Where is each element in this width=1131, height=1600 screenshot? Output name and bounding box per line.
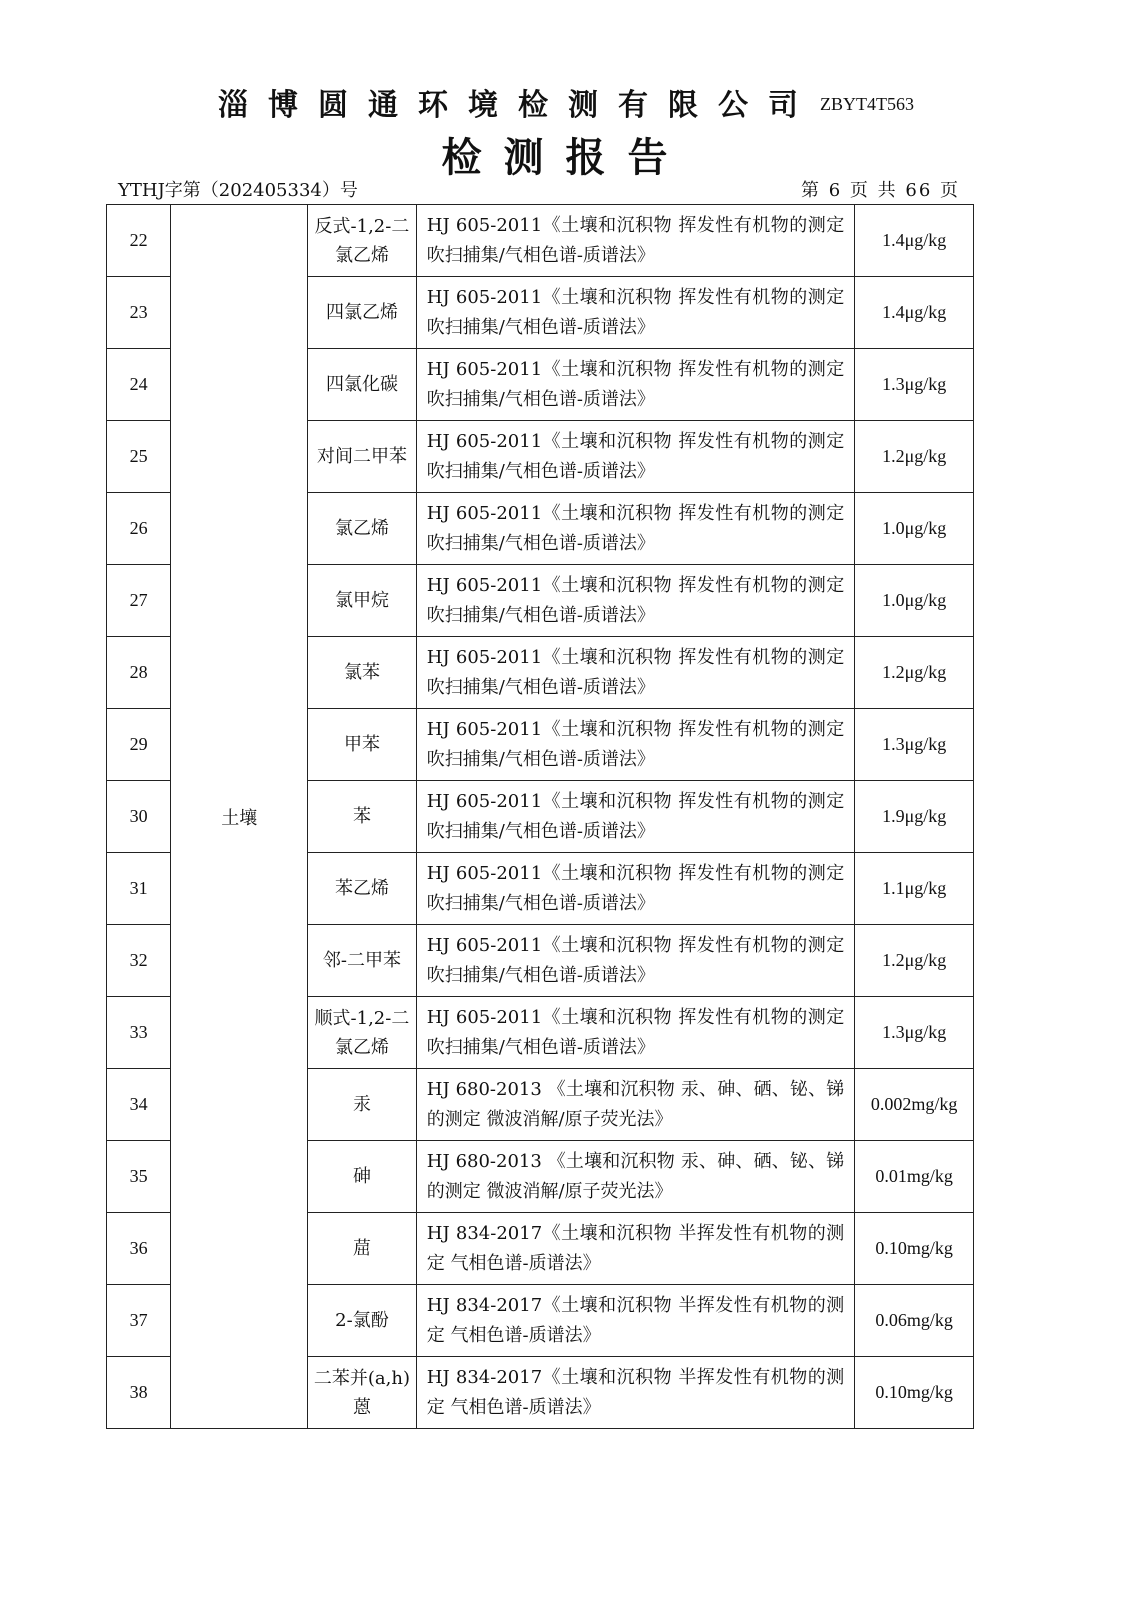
report-title: 检测报告: [441, 134, 690, 181]
row-index: 22: [107, 205, 171, 277]
detection-limit: 1.2μg/kg: [855, 637, 974, 709]
test-item: 氯甲烷: [308, 565, 417, 637]
detection-limit: 0.06mg/kg: [855, 1285, 974, 1357]
test-item: 四氯化碳: [308, 349, 417, 421]
test-item: 邻-二甲苯: [308, 925, 417, 997]
row-index: 33: [107, 997, 171, 1069]
test-method: HJ 605-2011《土壤和沉积物 挥发性有机物的测定 吹扫捕集/气相色谱-质谱法》: [416, 925, 855, 997]
sample-category: 土壤: [171, 205, 308, 1429]
detection-limit: 1.9μg/kg: [855, 781, 974, 853]
test-item: 䓛: [308, 1213, 417, 1285]
test-item: 苯乙烯: [308, 853, 417, 925]
test-method: HJ 605-2011《土壤和沉积物 挥发性有机物的测定 吹扫捕集/气相色谱-质谱法》: [416, 421, 855, 493]
test-method: HJ 605-2011《土壤和沉积物 挥发性有机物的测定 吹扫捕集/气相色谱-质谱法》: [416, 565, 855, 637]
row-index: 31: [107, 853, 171, 925]
detection-limit: 1.0μg/kg: [855, 565, 974, 637]
test-method: HJ 605-2011《土壤和沉积物 挥发性有机物的测定 吹扫捕集/气相色谱-质谱法》: [416, 781, 855, 853]
test-method: HJ 680-2013 《土壤和沉积物 汞、砷、硒、铋、锑的测定 微波消解/原子荧光法》: [416, 1141, 855, 1213]
test-method: HJ 680-2013 《土壤和沉积物 汞、砷、硒、铋、锑的测定 微波消解/原子荧光法》: [416, 1069, 855, 1141]
report-number: YTHJ字第（202405334）号: [118, 180, 358, 201]
row-index: 28: [107, 637, 171, 709]
test-method: HJ 605-2011《土壤和沉积物 挥发性有机物的测定 吹扫捕集/气相色谱-质谱法》: [416, 493, 855, 565]
detection-limit: 0.10mg/kg: [855, 1213, 974, 1285]
row-index: 26: [107, 493, 171, 565]
detection-limit: 1.1μg/kg: [855, 853, 974, 925]
company-name: 淄博圆通环境检测有限公司: [218, 88, 818, 123]
report-code: ZBYT4T563: [820, 94, 914, 114]
test-item: 2-氯酚: [308, 1285, 417, 1357]
test-method: HJ 834-2017《土壤和沉积物 半挥发性有机物的测定 气相色谱-质谱法》: [416, 1213, 855, 1285]
test-method: HJ 605-2011《土壤和沉积物 挥发性有机物的测定 吹扫捕集/气相色谱-质谱法》: [416, 997, 855, 1069]
detection-limit: 0.10mg/kg: [855, 1357, 974, 1429]
table-row: [107, 205, 974, 277]
row-index: 29: [107, 709, 171, 781]
detection-limit: 0.002mg/kg: [855, 1069, 974, 1141]
row-index: 34: [107, 1069, 171, 1141]
page-info: 第 6 页 共 66 页: [801, 180, 960, 201]
detection-limit: 1.3μg/kg: [855, 349, 974, 421]
test-item: 氯苯: [308, 637, 417, 709]
test-method: HJ 834-2017《土壤和沉积物 半挥发性有机物的测定 气相色谱-质谱法》: [416, 1285, 855, 1357]
test-item: 二苯并(a,h)蒽: [308, 1357, 417, 1429]
row-index: 25: [107, 421, 171, 493]
test-method: HJ 834-2017《土壤和沉积物 半挥发性有机物的测定 气相色谱-质谱法》: [416, 1357, 855, 1429]
detection-limit: 1.2μg/kg: [855, 925, 974, 997]
detection-limit: 1.3μg/kg: [855, 709, 974, 781]
detection-limit: 1.2μg/kg: [855, 421, 974, 493]
row-index: 36: [107, 1213, 171, 1285]
test-method: HJ 605-2011《土壤和沉积物 挥发性有机物的测定 吹扫捕集/气相色谱-质谱法》: [416, 853, 855, 925]
test-item: 苯: [308, 781, 417, 853]
row-index: 27: [107, 565, 171, 637]
test-method: HJ 605-2011《土壤和沉积物 挥发性有机物的测定 吹扫捕集/气相色谱-质谱法》: [416, 205, 855, 277]
detection-limit: 1.3μg/kg: [855, 997, 974, 1069]
row-index: 30: [107, 781, 171, 853]
test-method: HJ 605-2011《土壤和沉积物 挥发性有机物的测定 吹扫捕集/气相色谱-质谱法》: [416, 637, 855, 709]
row-index: 23: [107, 277, 171, 349]
test-method: HJ 605-2011《土壤和沉积物 挥发性有机物的测定 吹扫捕集/气相色谱-质谱法》: [416, 349, 855, 421]
row-index: 38: [107, 1357, 171, 1429]
results-table-body: [107, 205, 974, 1429]
detection-limit: 1.0μg/kg: [855, 493, 974, 565]
detection-limit: 1.4μg/kg: [855, 277, 974, 349]
test-method: HJ 605-2011《土壤和沉积物 挥发性有机物的测定 吹扫捕集/气相色谱-质谱法》: [416, 709, 855, 781]
test-item: 反式-1,2-二氯乙烯: [308, 205, 417, 277]
row-index: 32: [107, 925, 171, 997]
row-index: 35: [107, 1141, 171, 1213]
test-item: 氯乙烯: [308, 493, 417, 565]
test-item: 甲苯: [308, 709, 417, 781]
row-index: 37: [107, 1285, 171, 1357]
test-method: HJ 605-2011《土壤和沉积物 挥发性有机物的测定 吹扫捕集/气相色谱-质谱法》: [416, 277, 855, 349]
test-item: 砷: [308, 1141, 417, 1213]
test-item: 顺式-1,2-二氯乙烯: [308, 997, 417, 1069]
test-item: 汞: [308, 1069, 417, 1141]
test-item: 四氯乙烯: [308, 277, 417, 349]
row-index: 24: [107, 349, 171, 421]
test-item: 对间二甲苯: [308, 421, 417, 493]
detection-limit: 1.4μg/kg: [855, 205, 974, 277]
results-table: [106, 204, 974, 1429]
detection-limit: 0.01mg/kg: [855, 1141, 974, 1213]
